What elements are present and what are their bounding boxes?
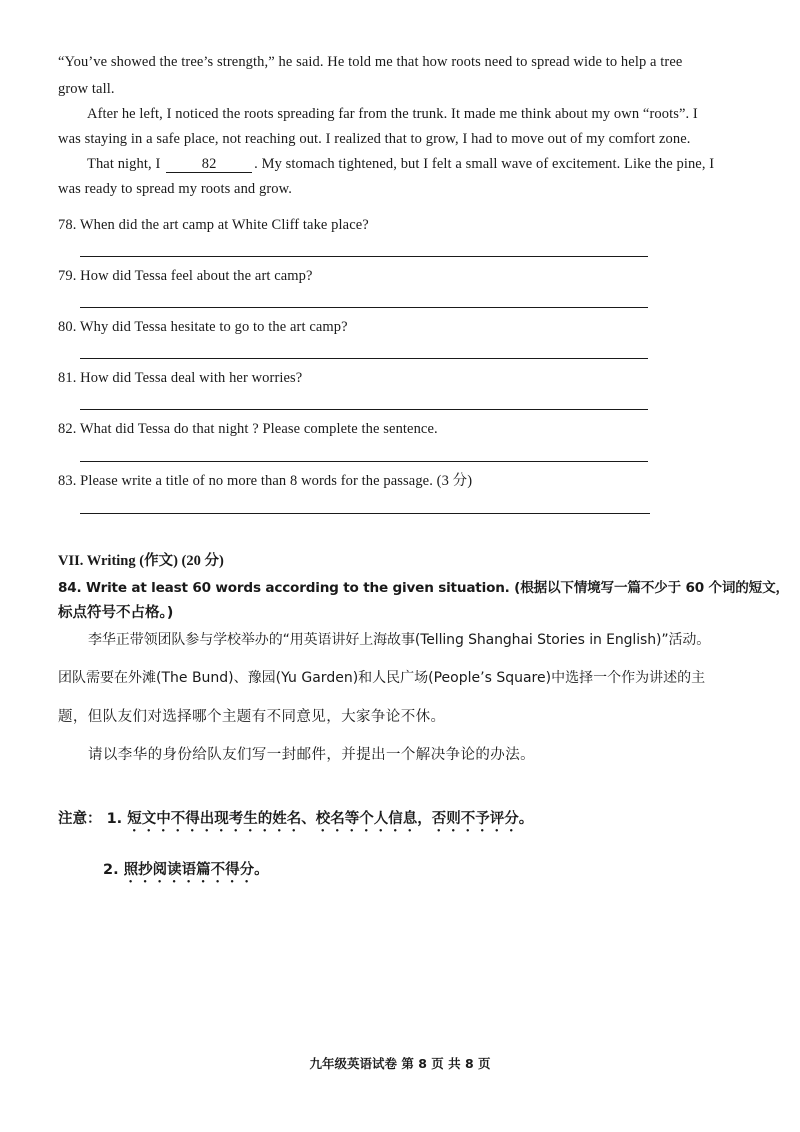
answer-line-82[interactable] <box>80 461 648 462</box>
answer-line-83[interactable] <box>80 513 650 514</box>
page-footer: 九年级英语试卷 第 8 页 共 8 页 <box>309 1056 491 1071</box>
question-78: 78. When did the art camp at White Cliff take place? <box>58 217 369 233</box>
passage-line-2: grow tall. <box>58 81 115 97</box>
question-79: 79. How did Tessa feel about the art camp? <box>58 268 313 284</box>
note-1-number: 1. <box>106 811 123 827</box>
passage-line-6: was ready to spread my roots and grow. <box>58 181 292 197</box>
writing-instruction-line-2: 标点符号不占格。) <box>58 605 174 621</box>
writing-task-line: 请以李华的身份给队友们写一封邮件，并提出一个解决争论的办法。 <box>88 747 535 763</box>
notes-line-2 <box>103 858 269 886</box>
answer-line-80[interactable] <box>80 358 648 359</box>
answer-line-78[interactable] <box>80 256 648 257</box>
writing-situation-line-1: 李华正带领团队参与学校举办的“用英语讲好上海故事(Telling Shanghai Stories in English)”活动。 <box>88 632 711 648</box>
note-2-number: 2. <box>103 862 119 878</box>
passage-line-3: After he left, I noticed the roots spreading far from the trunk. It made me think about my own “roots”. I <box>87 106 698 122</box>
question-81: 81. How did Tessa deal with her worries? <box>58 370 303 386</box>
passage-line-5-end: . My stomach tightened, but I felt a small wave of excitement. Like the pine, I <box>254 156 715 172</box>
passage-line-4: was staying in a safe place, not reaching out. I realized that to grow, I had to move out of my comfort zone. <box>58 131 691 147</box>
question-80: 80. Why did Tessa hesitate to go to the art camp? <box>58 319 348 335</box>
notes-label: 注意： <box>58 811 102 827</box>
passage-line-5-start: That night, I <box>87 156 161 172</box>
writing-section-title: VII. Writing (作文) (20 分) <box>58 553 224 569</box>
answer-line-79[interactable] <box>80 307 648 308</box>
answer-line-81[interactable] <box>80 409 648 410</box>
question-82: 82. What did Tessa do that night ? Please complete the sentence. <box>58 421 438 437</box>
note-2-text: 照抄阅读语篇不得分。 <box>123 862 269 878</box>
note-1-text: 短文中不得出现考生的姓名、校名等个人信息，否则不予评分。 <box>127 811 534 827</box>
passage-line-5 <box>87 155 714 173</box>
passage-line-1: “You’ve showed the tree’s strength,” he said. He told me that how roots need to spread wide to help a tree <box>58 54 683 70</box>
writing-situation-line-3: 题，但队友们对选择哪个主题有不同意见，大家争论不休。 <box>58 709 446 725</box>
question-83: 83. Please write a title of no more than 8 words for the passage. (3 分) <box>58 473 473 489</box>
notes-line-1 <box>58 807 533 835</box>
writing-instruction-line-1: 84. Write at least 60 words according to the given situation. (根据以下情境写一篇不少于 60 个词的短文， <box>58 580 789 596</box>
writing-situation-line-2: 团队需要在外滩(The Bund)、豫园(Yu Garden)和人民广场(People’s Square)中选择一个作为讲述的主 <box>58 670 706 686</box>
blank-82: 82 <box>166 156 252 173</box>
